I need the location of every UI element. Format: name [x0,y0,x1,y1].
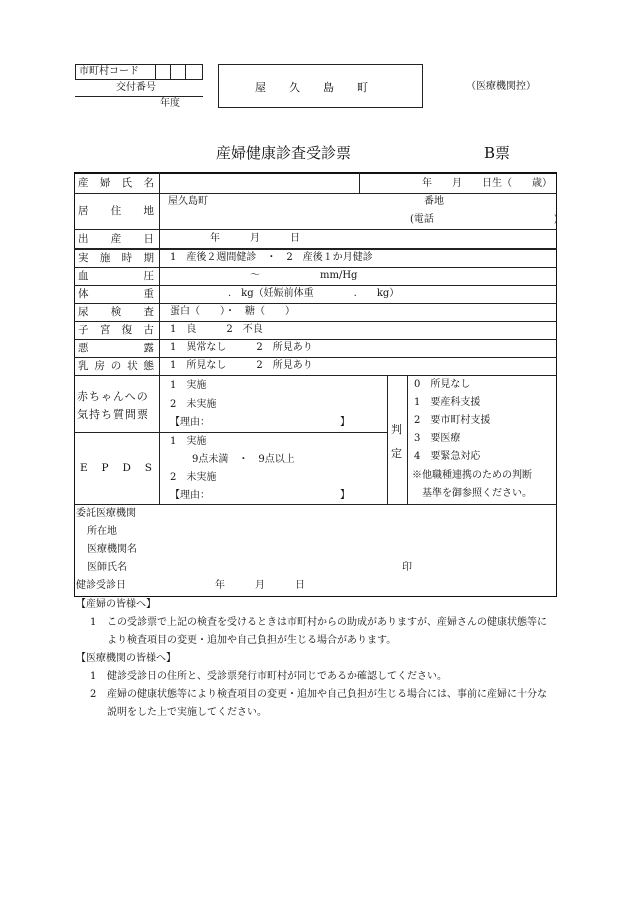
birth-date: 年 月 日 [210,233,300,244]
address-town: 屋久島町 [168,196,208,207]
name-label: 産 婦 氏 名 [78,177,154,189]
label-column-divider [159,172,160,504]
judgment-divider-right [407,375,408,504]
judgment-option: 2 要市町村支援 [414,415,491,426]
row-line [74,285,557,286]
seal-mark: 印 [402,562,412,573]
municipality-code-label: 市町村コード [79,66,139,77]
address-phone: (電話 ) [410,214,558,225]
exam-date: 年 月 日 [215,580,305,591]
exam-date-label: 健診受診日 [76,580,126,591]
row-line [74,432,387,433]
issue-number-label: 交付番号 [116,82,156,93]
row-line [74,321,557,322]
baby-questionnaire-label-1: 赤ちゃんへの [77,390,149,403]
baby-questionnaire-reason-close: 】 [340,417,350,428]
uterine-involution-label: 子 宮 復 古 [78,324,154,336]
form-title: 産婦健康診査受診票 [216,144,352,162]
epds-score-range: 9点未満 ・ 9点以上 [192,454,295,465]
doctor-name-label: 医師氏名 [87,562,127,573]
epds-opt2: 2 未実施 [170,472,217,483]
lochia-value: 1 異常なし 2 所見あり [170,342,313,353]
baby-questionnaire-opt2: 2 未実施 [170,399,217,410]
code-divider [185,64,186,80]
row-line [74,303,557,304]
code-divider [170,64,171,80]
judgment-option: 1 要産科支援 [414,397,481,408]
judgment-option: 0 所見なし [414,379,471,390]
row-line [74,339,557,340]
mothers-notice-1-num: 1 [90,617,97,628]
breast-condition-value: 1 所見なし 2 所見あり [170,360,313,371]
institution-name-label: 医療機関名 [87,544,137,555]
blood-pressure-tilde: ～ [250,270,260,281]
copy-label: （医療機関控） [466,81,536,92]
judgment-label-1: 判 [391,423,402,436]
epds-opt1: 1 実施 [170,436,207,447]
institutions-notice-title: 【医療機関の皆様へ】 [76,653,176,664]
baby-questionnaire-opt1: 1 実施 [170,380,207,391]
lochia-label: 悪 露 [78,342,154,354]
judgment-note-1: ※他職種連携のための判断 [412,470,532,481]
timing-label: 実 施 時 期 [78,252,154,264]
row-line [74,357,557,358]
name-dob-divider [359,172,360,193]
date-of-birth: 年 月 日生（ 歳） [422,178,552,189]
breast-condition-label: 乳 房 の 状 態 [78,360,154,372]
institutions-notice-1-num: 1 [90,671,97,682]
address-banchi: 番地 [424,196,444,207]
mothers-notice-1-line1: この受診票で上記の検査を受けるときは市町村からの助成がありますが、産婦さんの健康状態等に [107,617,547,628]
table-thick-top [74,172,557,174]
blood-pressure-label: 血 圧 [78,270,154,282]
epds-label: E P D S [80,462,152,474]
row-line [74,267,557,268]
birth-date-label: 出 産 日 [78,233,154,245]
baby-questionnaire-reason: 【理由： [170,417,210,428]
timing-options: 1 産後２週間健診 ・ 2 産後１か月健診 [170,252,373,263]
judgment-option: 3 要医療 [414,433,461,444]
judgment-divider-left [387,375,388,504]
entrusted-institution-label: 委託医療機関 [76,508,136,519]
institutions-notice-1: 健診受診日の住所と、受診票発行市町村が同じであるか確認してください。 [107,671,447,682]
urine-test-value: 蛋白（ ）・ 糖（ ） [170,306,295,317]
row-line [74,229,557,230]
institutions-notice-2-line1: 産婦の健康状態等により検査項目の変更・追加や自己負担が生じる場合には、事前に産婦に十分な [107,689,547,700]
row-line [74,193,557,194]
judgment-note-2: 基準を御参照ください。 [422,488,532,499]
row-line [74,248,557,250]
blood-pressure-unit: mm/Hg [320,270,358,281]
judgment-label-2: 定 [391,447,402,460]
institutions-notice-2-num: 2 [90,689,97,700]
urine-test-label: 尿 検 査 [78,306,154,318]
issue-number-underline [75,96,203,97]
weight-value: . kg（妊娠前体重 . kg） [228,288,400,299]
row-line [74,375,557,376]
judgment-option: 4 要緊急対応 [414,451,481,462]
fiscal-year-label: 年度 [160,98,180,109]
code-divider [155,64,156,80]
weight-label: 体 重 [78,288,154,300]
epds-reason-close: 】 [340,490,350,501]
institutions-notice-2-line2: 説明をした上で実施してください。 [107,707,267,718]
mothers-notice-1-line2: より検査項目の変更・追加や自己負担が生じる場合があります。 [107,635,397,646]
town-name: 屋 久 島 町 [255,81,374,94]
form-type: B票 [484,144,511,162]
location-label: 所在地 [87,526,117,537]
baby-questionnaire-label-2: 気持ち質問票 [77,408,149,421]
address-label: 居 住 地 [78,205,154,217]
uterine-involution-value: 1 良 2 不良 [170,324,263,335]
mothers-notice-title: 【産婦の皆様へ】 [76,599,156,610]
epds-reason: 【理由： [170,490,210,501]
row-line [74,504,557,505]
